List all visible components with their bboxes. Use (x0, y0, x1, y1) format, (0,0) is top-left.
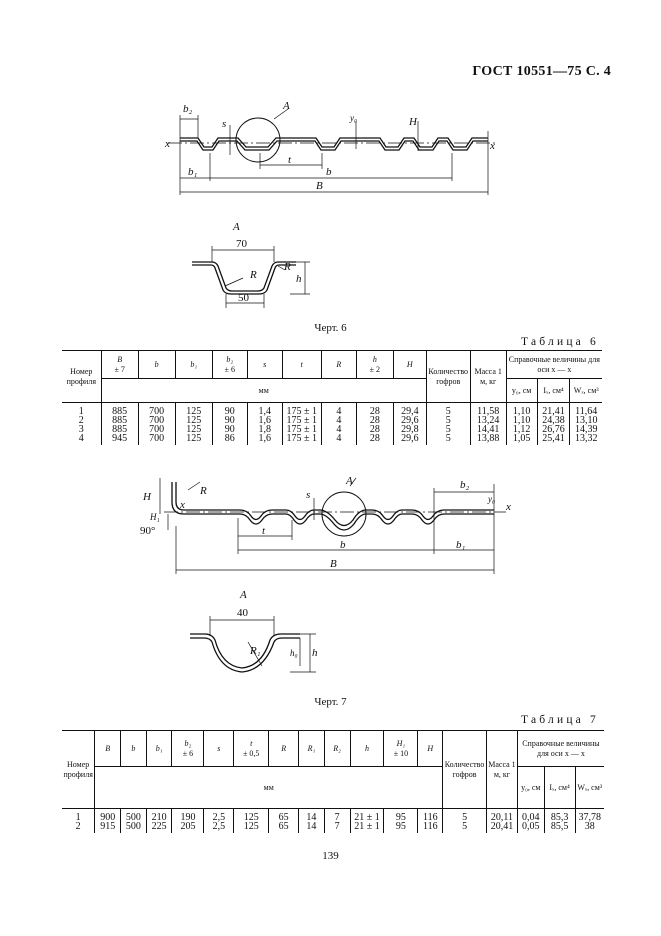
table-7-cell: 1 (62, 813, 95, 822)
figure-6-profile (0, 95, 661, 215)
table-6-cell: 2 (62, 416, 101, 425)
table-6-cell: 29,6 (393, 434, 426, 445)
table-7 (62, 730, 604, 833)
t7-head-b2: b₂ (184, 739, 192, 749)
figure-6-profile-svg (0, 95, 661, 215)
fig7-label-angle: 90° (140, 525, 156, 537)
table-7-cell: 900 (95, 813, 121, 822)
page-number: 139 (322, 850, 339, 862)
table-6-cell: 1,05 (506, 434, 537, 445)
fig7-label-t: t (262, 525, 266, 537)
table-7-cell: 0,05 (517, 822, 544, 833)
fig7-label-y0: y₀ (488, 494, 496, 504)
table-6-cell: 5 (426, 434, 470, 445)
fig6-detail-R: R (250, 269, 257, 281)
table-6-cell: 125 (175, 425, 212, 434)
fig7-label-x-left: x (180, 499, 185, 511)
table-6-cell: 3 (62, 425, 101, 434)
fig6-detail-h: h (296, 273, 302, 285)
table-6-body (62, 403, 602, 446)
table-6-cell: 1,10 (506, 407, 537, 416)
table-6-cell: 1,10 (506, 416, 537, 425)
t7-head-Ix: Iₓ, см⁴ (544, 767, 575, 809)
table-7-cell: 65 (269, 822, 299, 833)
t6-head-Ix: Iₓ, см⁴ (537, 379, 570, 403)
t6-head-mm: мм (101, 379, 426, 403)
table-6-cell: 885 (101, 425, 138, 434)
fig6-detail-top: 70 (236, 238, 247, 250)
table-7-cell: 116 (418, 822, 443, 833)
t6-head-H: H (393, 351, 426, 379)
table-6-cell: 125 (175, 407, 212, 416)
table-6-cell: 28 (356, 434, 393, 445)
document-header: ГОСТ 10551—75 С. 4 (472, 64, 611, 79)
table-6-cell: 945 (101, 434, 138, 445)
fig6-label-B: B (316, 180, 323, 192)
t6-head-b2-tol: ± 6 (224, 364, 235, 374)
table-6-cell: 13,10 (570, 416, 602, 425)
fig7-label-b1: b₁ (456, 539, 466, 551)
table-6-cell: 90 (212, 407, 247, 416)
fig7-label-H1: H₁ (150, 512, 160, 522)
table-7-cell: 37,78 (575, 813, 604, 822)
table-7-cell: 500 (121, 813, 147, 822)
figure-7-detail-a (0, 582, 661, 682)
table-6-cell: 1,12 (506, 425, 537, 434)
table-7-cell: 7 (324, 813, 350, 822)
table-6-cell: 175 ± 1 (282, 416, 321, 425)
fig7-detail-h: h (312, 647, 318, 659)
table-6-cell: 1,6 (247, 434, 282, 445)
table-7-cell: 65 (269, 813, 299, 822)
fig6-detail-A: A (233, 221, 240, 233)
table-7-cell: 20,11 (487, 813, 518, 822)
table-6-cell: 175 ± 1 (282, 425, 321, 434)
table-6-cell: 14,39 (570, 425, 602, 434)
table-7-cell: 14 (299, 822, 325, 833)
table-6-row (62, 434, 602, 445)
table-7-cell: 95 (384, 813, 418, 822)
table-6-cell: 13,88 (470, 434, 506, 445)
fig7-label-b2: b₂ (460, 479, 470, 491)
table-6-label: Таблица 6 (521, 336, 599, 348)
table-6-cell: 90 (212, 416, 247, 425)
t6-head-count: Количество гофров (426, 351, 470, 403)
t6-head-y0: y₀, см (506, 379, 537, 403)
table-7-cell: 95 (384, 822, 418, 833)
fig7-detail-top: 40 (237, 607, 248, 619)
t6-head-b: b (138, 351, 175, 379)
table-6-cell: 175 ± 1 (282, 434, 321, 445)
t7-head-count: Количество гофров (443, 731, 487, 809)
table-6-cell: 885 (101, 407, 138, 416)
table-7-cell: 14 (299, 813, 325, 822)
fig6-label-x-left: x (165, 138, 170, 150)
table-6-cell: 11,64 (570, 407, 602, 416)
table-6-cell: 5 (426, 416, 470, 425)
t7-head-y0: y₀, см (517, 767, 544, 809)
figure-6-detail-a (0, 218, 661, 310)
t7-head-b1: b₁ (146, 731, 172, 767)
fig7-detail-R1: R₁ (250, 645, 261, 657)
table-6-cell: 14,41 (470, 425, 506, 434)
table-7-row (62, 822, 604, 833)
table-6-cell: 1 (62, 407, 101, 416)
table-7-cell: 21 ± 1 (350, 813, 384, 822)
t7-head-H1-tol: ± 10 (393, 748, 409, 758)
table-6-cell: 86 (212, 434, 247, 445)
table-7-cell: 190 (172, 813, 204, 822)
table-7-cell: 20,41 (487, 822, 518, 833)
table-7-cell: 205 (172, 822, 204, 833)
table-7-label: Таблица 7 (521, 714, 599, 726)
table-7-cell: 7 (324, 822, 350, 833)
t7-head-t: t (250, 739, 253, 749)
table-6-cell: 29,4 (393, 407, 426, 416)
t7-head-ref: Справочные величины для оси x — x (517, 731, 604, 767)
table-6-cell: 5 (426, 425, 470, 434)
table-6-cell: 11,58 (470, 407, 506, 416)
t7-head-R1: R₁ (299, 731, 325, 767)
table-6-cell: 700 (138, 416, 175, 425)
table-6-cell: 5 (426, 407, 470, 416)
fig6-label-A: A (283, 100, 290, 112)
fig6-label-b2: b₂ (183, 103, 193, 115)
table-6-cell: 29,8 (393, 425, 426, 434)
t6-head-t: t (282, 351, 321, 379)
t6-head-Wx: Wₓ, см³ (570, 379, 602, 403)
t7-head-h: h (350, 731, 384, 767)
table-7-body (62, 809, 604, 834)
t7-head-mm: мм (95, 767, 443, 809)
t7-head-B: B (95, 731, 121, 767)
table-6-cell: 4 (321, 407, 356, 416)
t7-head-b: b (121, 731, 147, 767)
t7-head-t-tol: ± 0,5 (243, 748, 260, 758)
table-7-cell: 0,04 (517, 813, 544, 822)
fig7-label-x-right: x (506, 501, 511, 513)
t6-head-h-tol: ± 2 (369, 364, 381, 374)
table-6-cell: 700 (138, 407, 175, 416)
table-7-cell: 2,5 (204, 813, 234, 822)
t7-head-b2-tol: ± 6 (182, 748, 194, 758)
figure-7-caption: Черт. 7 (314, 696, 347, 708)
t6-head-h: h (372, 355, 377, 365)
table-6-cell: 700 (138, 425, 175, 434)
t6-head-ref: Справочные величины для оси x — x (506, 351, 602, 379)
t7-head-s: s (204, 731, 234, 767)
table-6-cell: 4 (321, 425, 356, 434)
table-7-cell: 125 (234, 822, 269, 833)
table-6-cell: 885 (101, 416, 138, 425)
fig7-label-s: s (306, 489, 311, 501)
table-7-cell: 116 (418, 813, 443, 822)
table-6-cell: 13,32 (570, 434, 602, 445)
table-6-cell: 28 (356, 425, 393, 434)
t7-head-number: Номер профиля (62, 731, 95, 809)
table-6-cell: 175 ± 1 (282, 407, 321, 416)
table-7-cell: 2 (62, 822, 95, 833)
figure-7-detail-svg (0, 582, 661, 682)
table-6-cell: 125 (175, 416, 212, 425)
t7-head-H1: H₁ (396, 739, 406, 749)
fig6-label-b1: b₁ (188, 166, 198, 178)
table-6-cell: 28 (356, 416, 393, 425)
table-6-cell: 1,4 (247, 407, 282, 416)
fig7-label-A: A (346, 475, 353, 487)
fig7-detail-A: A (240, 589, 247, 601)
table-6-cell: 4 (62, 434, 101, 445)
t6-head-b1: b₁ (175, 351, 212, 379)
fig6-label-H: H (409, 116, 417, 128)
table-7-cell: 38 (575, 822, 604, 833)
table-7-cell: 5 (443, 822, 487, 833)
table-6-cell: 13,24 (470, 416, 506, 425)
table-6-cell: 4 (321, 434, 356, 445)
t6-head-number: Номер профиля (62, 351, 101, 403)
fig6-detail-bottom: 50 (238, 292, 249, 304)
table-6-cell: 4 (321, 416, 356, 425)
t6-head-R: R (321, 351, 356, 379)
table-6-cell: 24,38 (537, 416, 570, 425)
table-7-cell: 210 (146, 813, 172, 822)
table-6-cell: 25,41 (537, 434, 570, 445)
table-6-cell: 21,41 (537, 407, 570, 416)
fig6-detail-R2: R (284, 261, 291, 273)
table-7-cell: 225 (146, 822, 172, 833)
table-7-cell: 915 (95, 822, 121, 833)
table-7-cell: 5 (443, 813, 487, 822)
t7-head-H: H (418, 731, 443, 767)
table-6-cell: 90 (212, 425, 247, 434)
table-7-cell: 500 (121, 822, 147, 833)
t6-head-b2: b₂ (226, 355, 234, 365)
table-6-cell: 26,76 (537, 425, 570, 434)
t6-head-B-tol: ± 7 (114, 364, 125, 374)
fig7-detail-h0: h₀ (290, 648, 298, 658)
table-6 (62, 350, 602, 445)
table-6-cell: 700 (138, 434, 175, 445)
fig7-label-H: H (143, 491, 151, 503)
table-6-cell: 28 (356, 407, 393, 416)
figure-7-profile (0, 470, 661, 580)
figure-7-profile-svg (0, 470, 661, 580)
fig6-label-x-right: x (490, 140, 495, 152)
t6-head-s: s (247, 351, 282, 379)
table-6-cell: 1,6 (247, 416, 282, 425)
table-6-cell: 125 (175, 434, 212, 445)
t7-head-R: R (269, 731, 299, 767)
table-6-cell: 1,8 (247, 425, 282, 434)
table-7-cell: 85,5 (544, 822, 575, 833)
t6-head-B: B (117, 355, 123, 365)
fig7-label-R: R (200, 485, 207, 497)
table-6-cell: 29,6 (393, 416, 426, 425)
figure-6-caption: Черт. 6 (314, 322, 347, 334)
fig7-label-B: B (330, 558, 337, 570)
fig6-label-s: s (222, 118, 227, 130)
t6-head-mass: Масса 1 м, кг (470, 351, 506, 403)
t7-head-R2: R₂ (324, 731, 350, 767)
t7-head-mass: Масса 1 м, кг (487, 731, 518, 809)
figure-6-detail-svg (0, 218, 661, 310)
fig7-label-b: b (340, 539, 346, 551)
table-7-cell: 125 (234, 813, 269, 822)
fig6-label-b: b (326, 166, 332, 178)
table-7-cell: 21 ± 1 (350, 822, 384, 833)
table-7-cell: 85,3 (544, 813, 575, 822)
t7-head-Wx: Wₓ, см³ (575, 767, 604, 809)
fig6-label-t: t (288, 154, 292, 166)
fig6-label-h0: y₀ (350, 113, 358, 123)
table-7-cell: 2,5 (204, 822, 234, 833)
